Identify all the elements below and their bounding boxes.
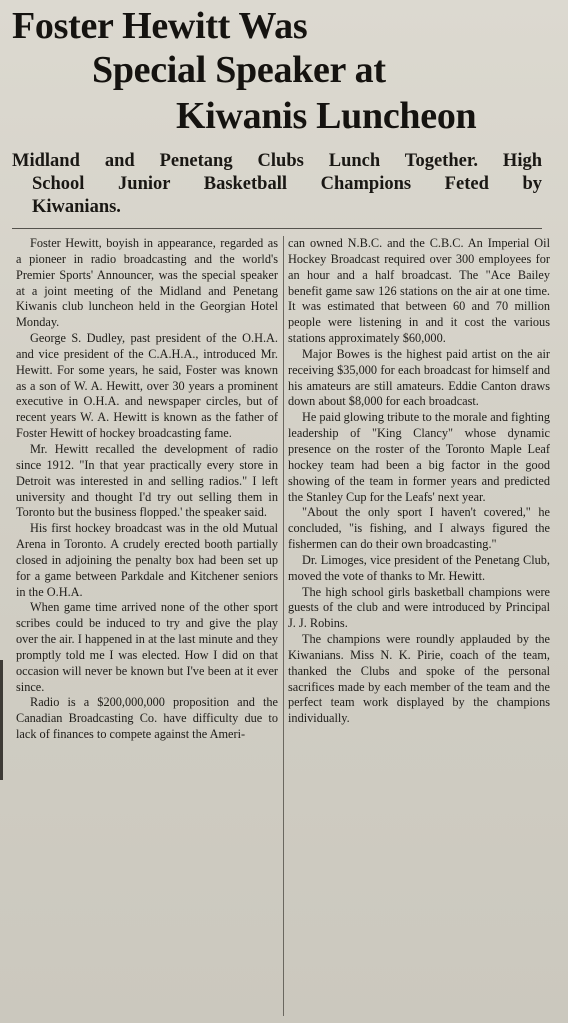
- article-paragraph: Mr. Hewitt recalled the development of radio since 1912. "In that year practically every store in Detroit was interested in and selling radios." I left university and thought I'd try out selling them in Toronto but the business flopped.' the speaker said.: [16, 441, 278, 520]
- article-paragraph: can owned N.B.C. and the C.B.C. An Imperial Oil Hockey Broadcast required over 300 employees for an hour and a half broadcast. The "Ace Bailey benefit game saw 126 stations on the air at one time. It was estimated that between 60 and 70 million people were listening in and it cost the various stations approximately $60,000.: [288, 236, 550, 346]
- article-paragraph: Foster Hewitt, boyish in appearance, regarded as a pioneer in radio broadcasting and the world's Premier Sports' Announcer, was the special speaker at a joint meeting of the Midland and Penetang Kiwanis club luncheon held in the Georgian Hotel Monday.: [16, 236, 278, 330]
- column-divider: [283, 236, 284, 1016]
- article-paragraph: When game time arrived none of the other sport scribes could be induced to try and give the play over the air. I happened in at the last minute and they promptly told me I was elected. How I did on that occasion will never be known but I've been at it ever since.: [16, 600, 278, 694]
- article-paragraph: Major Bowes is the highest paid artist on the air receiving $35,000 for each broadcast for himself and his amateurs are still amateurs. Eddie Canton draws down about $8,000 for each broadcast.: [288, 346, 550, 409]
- article-paragraph: The champions were roundly applauded by the Kiwanians. Miss N. K. Pirie, coach of the team, thanked the Clubs and spoke of the personal sacrifices made by each member of the team and the perfect team work displayed by the champions individually.: [288, 632, 550, 726]
- article-paragraph: He paid glowing tribute to the morale and fighting leadership of "King Clancy" whose dynamic presence on the roster of the Toronto Maple Leaf hockey team had been a big factor in the good showing of the team in former years and predicted the Stanley Cup for the Leafs' next year.: [288, 410, 550, 504]
- subheadline-line-3: Kiwanians.: [32, 197, 121, 217]
- article-paragraph: "About the only sport I haven't covered," he concluded, "is fishing, and I always figured the fishermen can do their own broadcasting.": [288, 505, 550, 552]
- article-paragraph: The high school girls basketball champions were guests of the club and were introduced by Principal J. J. Robins.: [288, 584, 550, 631]
- article-paragraph: Dr. Limoges, vice president of the Penetang Club, moved the vote of thanks to Mr. Hewitt.: [288, 552, 550, 583]
- subheadline: [12, 150, 542, 219]
- headline-line-2: Special Speaker at: [92, 49, 386, 91]
- article-paragraph: Radio is a $200,000,000 proposition and the Canadian Broadcasting Co. have difficulty due to lack of finances to compete against the Ameri-: [16, 695, 278, 742]
- article-column-left: [16, 236, 278, 743]
- subheadline-line-2: School Junior Basketball Champions Feted by: [32, 174, 542, 194]
- article-column-right: [288, 236, 550, 727]
- article-paragraph: His first hockey broadcast was in the old Mutual Arena in Toronto. A crudely erected booth partially closed in adjoining the penalty box had been set up for a game between Parkdale and Kitchener seniors in the O.H.A.: [16, 521, 278, 599]
- adjacent-column-edge: [0, 660, 3, 780]
- headline-line-3: Kiwanis Luncheon: [176, 95, 477, 137]
- headline-divider: [12, 228, 542, 229]
- subheadline-line-1: Midland and Penetang Clubs Lunch Together. High: [12, 151, 542, 171]
- headline-line-1: Foster Hewitt Was: [12, 5, 308, 47]
- article-paragraph: George S. Dudley, past president of the O.H.A. and vice president of the C.A.H.A., introduced Mr. Hewitt. For some years, he said, Foster was known as a son of W. A. Hewitt, over 30 years a prominent executive in O.H.A. and newspaper circles, but of recent years W. A. Hewitt is known as the father of Foster Hewitt of hockey broadcasting fame.: [16, 331, 278, 441]
